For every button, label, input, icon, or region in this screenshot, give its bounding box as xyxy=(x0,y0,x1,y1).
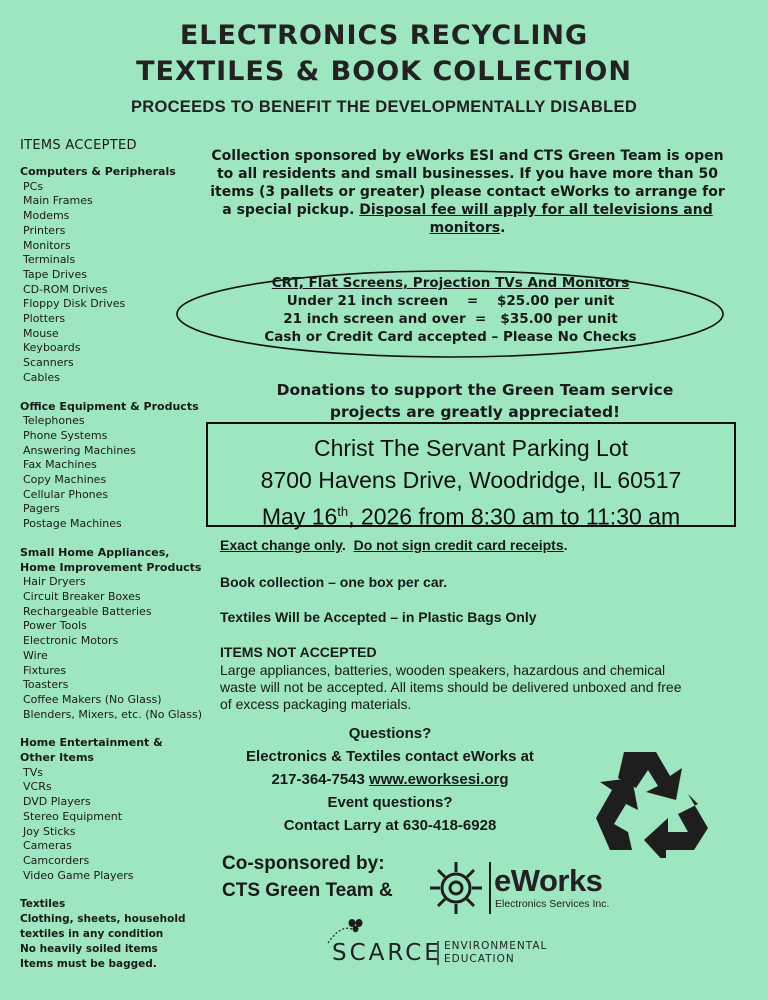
donations-line: projects are greatly appreciated! xyxy=(329,403,621,421)
category-heading: Home Improvement Products xyxy=(20,560,202,574)
location-box xyxy=(206,422,736,530)
list-item: Telephones xyxy=(23,414,85,428)
items-accepted-heading: ITEMS ACCEPTED xyxy=(20,138,137,153)
textiles-line: textiles in any condition xyxy=(20,928,164,941)
exact-change: Exact change only xyxy=(220,537,342,553)
list-item: Cellular Phones xyxy=(23,487,109,501)
contact-section xyxy=(220,722,560,837)
event-date xyxy=(208,496,734,533)
location-address: 8700 Havens Drive, Woodridge, IL 60517 xyxy=(260,467,682,493)
not-accepted-heading: ITEMS NOT ACCEPTED xyxy=(220,644,377,660)
list-item: Monitors xyxy=(23,238,71,252)
list-item: Video Game Players xyxy=(23,868,134,882)
list-item: Fax Machines xyxy=(23,458,97,472)
not-accepted-text: Large appliances, batteries, wooden speakers, hazardous and chemical waste will not be accepted. All items should be delivered unboxed and free of excess packaging materials. xyxy=(220,662,682,712)
fee-notice: Disposal fee will apply for all televisions and monitors xyxy=(359,202,713,236)
list-item: Postage Machines xyxy=(23,517,122,531)
eworks-phone: 217-364-7543 xyxy=(271,771,365,788)
eworks-name: eWorks xyxy=(494,863,603,898)
list-item: Electronic Motors xyxy=(23,634,119,648)
textiles-line: Clothing, sheets, household xyxy=(20,913,186,926)
intro-paragraph xyxy=(205,147,730,237)
textiles-line: Items must be bagged. xyxy=(20,958,157,971)
cosponsor-block xyxy=(222,850,393,904)
list-item: Cameras xyxy=(23,839,72,853)
category-list xyxy=(23,414,205,532)
list-item: Coffee Makers (No Glass) xyxy=(23,692,162,706)
eworks-website-link[interactable]: www.eworksesi.org xyxy=(369,771,509,788)
list-item: DVD Players xyxy=(23,795,91,809)
list-item: Tape Drives xyxy=(23,267,87,281)
event-questions-label: Event questions? xyxy=(327,794,453,811)
category-heading: Home Entertainment & xyxy=(20,736,163,750)
date-sup: th xyxy=(337,504,349,519)
list-item: Floppy Disk Drives xyxy=(23,297,126,311)
list-item: Terminals xyxy=(23,253,76,267)
list-item: Copy Machines xyxy=(23,473,107,487)
cosponsored-label: Co-sponsored by: xyxy=(222,853,385,874)
list-item: Stereo Equipment xyxy=(23,809,123,823)
list-item: Wire xyxy=(23,648,48,662)
list-item: Modems xyxy=(23,209,70,223)
scarce-sub-line: EDUCATION xyxy=(444,953,515,965)
list-item: Plotters xyxy=(23,312,66,326)
cts-green-team: CTS Green Team & xyxy=(222,880,393,901)
no-sign-note: Do not sign credit card receipts xyxy=(353,537,564,553)
textiles-line: No heavily soiled items xyxy=(20,943,158,956)
list-item: Circuit Breaker Boxes xyxy=(23,589,141,603)
questions-label: Questions? xyxy=(348,725,432,742)
category-heading: Office Equipment & Products xyxy=(20,399,199,413)
list-item: PCs xyxy=(23,179,44,193)
list-item: Keyboards xyxy=(23,341,81,355)
scarce-subtitle xyxy=(444,940,547,966)
payment-note: Cash or Credit Card accepted – Please No Checks xyxy=(264,329,637,345)
list-item: Cables xyxy=(23,370,60,384)
book-note: Book collection – one box per car. xyxy=(220,574,448,590)
list-item: Printers xyxy=(23,223,66,237)
list-item: Main Frames xyxy=(23,194,93,208)
category-heading: Small Home Appliances, xyxy=(20,545,170,559)
electronics-contact: Electronics & Textiles contact eWorks at xyxy=(246,748,534,765)
scarce-name: SCARCE xyxy=(332,940,442,966)
pricing-row: Under 21 inch screen = $25.00 per unit xyxy=(286,293,615,309)
list-item: Hair Dryers xyxy=(23,575,86,589)
pricing-row: 21 inch screen and over = $35.00 per unit xyxy=(283,311,618,327)
recycle-icon xyxy=(592,748,712,858)
intro-text: Collection sponsored by eWorks ESI and CTS Green Team is open to all residents and small businesses. If you have more than 50 items (3 pallets or greater) please contact eWorks to arrange for a special pickup. xyxy=(210,148,725,218)
category-list xyxy=(23,766,205,884)
items-accepted-column xyxy=(20,138,205,972)
list-item: Fixtures xyxy=(23,663,67,677)
category-list xyxy=(23,575,205,722)
location-place: Christ The Servant Parking Lot xyxy=(313,435,629,461)
donations-note xyxy=(205,379,745,423)
list-item: Power Tools xyxy=(23,619,87,633)
payment-notes: Exact change only. Do not sign credit card receipts. xyxy=(220,537,568,553)
title-line-2: TEXTILES & BOOK COLLECTION xyxy=(136,56,632,87)
list-item: Rechargeable Batteries xyxy=(23,604,152,618)
intro-period: . xyxy=(500,220,506,236)
title-line-1: ELECTRONICS RECYCLING xyxy=(179,20,589,51)
list-item: Pagers xyxy=(23,502,60,516)
list-item: Mouse xyxy=(23,326,59,340)
eworks-subtitle: Electronics Services Inc. xyxy=(495,898,610,910)
list-item: Scanners xyxy=(23,356,74,370)
textiles-note: Textiles Will be Accepted – in Plastic Bags Only xyxy=(220,609,537,625)
donations-line: Donations to support the Green Team service xyxy=(276,381,674,399)
pricing-heading: CRT, Flat Screens, Projection TVs And Monitors xyxy=(271,275,630,291)
list-item: Phone Systems xyxy=(23,428,108,442)
category-heading: Other Items xyxy=(20,751,94,765)
pricing-box xyxy=(178,274,723,346)
list-item: Blenders, Mixers, etc. (No Glass) xyxy=(23,707,203,721)
list-item: Joy Sticks xyxy=(23,824,76,838)
phone-web-line xyxy=(220,768,560,791)
list-item: Camcorders xyxy=(23,853,90,867)
list-item: Toasters xyxy=(23,678,69,692)
larry-contact: Contact Larry at 630-418-6928 xyxy=(283,817,497,834)
list-item: CD-ROM Drives xyxy=(23,282,108,296)
scarce-sub-line: ENVIRONMENTAL xyxy=(444,940,548,952)
list-item: TVs xyxy=(23,765,43,779)
date-suffix: , 2026 from 8:30 am to 11:30 am xyxy=(348,503,681,530)
category-heading: Computers & Peripherals xyxy=(20,165,176,178)
textiles-heading: Textiles xyxy=(20,898,66,911)
subtitle: PROCEEDS TO BENEFIT THE DEVELOPMENTALLY DISABLED xyxy=(130,98,638,116)
date-prefix: May 16 xyxy=(261,503,338,530)
list-item: VCRs xyxy=(23,780,52,794)
list-item: Answering Machines xyxy=(23,443,136,457)
